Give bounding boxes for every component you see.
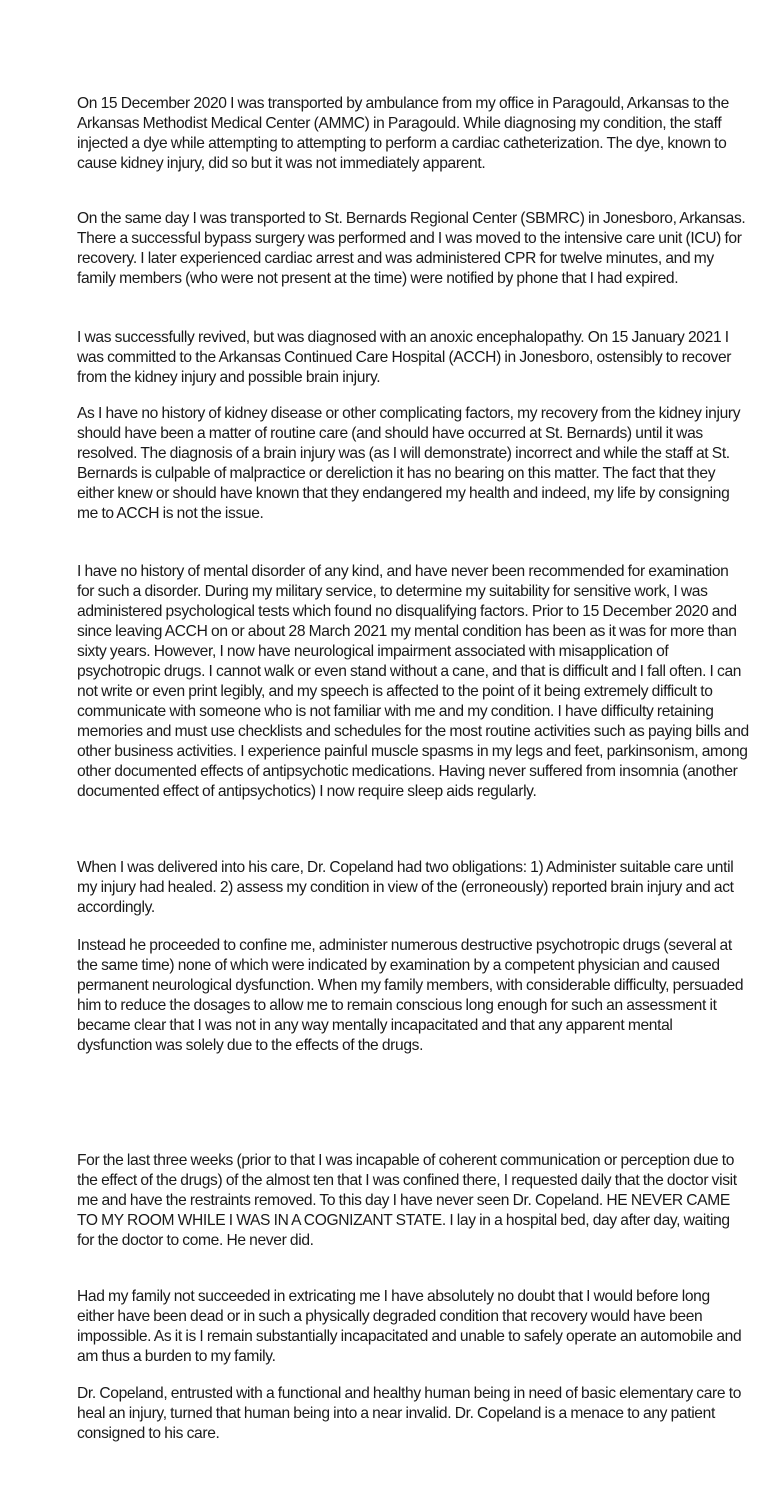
- paragraph-bypass-surgery: On the same day I was transported to St. Bernards Regional Center (SBMRC) in Jonesboro, Arkansas. There a successful bypass surgery was performed and I was moved to the intensive care unit (ICU) for recovery. I later experienced cardiac arrest and was administered CPR for twelve minutes, and my family members (who were not present at the time) were notified by phone that I had expired.: [77, 210, 746, 287]
- paragraph-ambulance-transport: On 15 December 2020 I was transported by ambulance from my office in Paragould, Arkansas to the Arkansas Methodist Medical Center (AMMC) in Paragould. While diagnosing my condition, the staff injected a dye while attempting to attempting to perform a cardiac catheterization. The dye, known to cause kidney injury, did so but it was not immediately apparent.: [77, 95, 729, 172]
- paragraph-mental-history: I have no history of mental disorder of any kind, and have never been recommended for examination for such a disorder. During my military service, to determine my suitability for sensitive work, I was administered psychological tests which found no disqualifying factors. Prior to 15 December 2020 and since leaving ACCH on or about 28 March 2021 my mental condition has been as it was for more than sixty years. However, I now have neurological impairment associated with misapplication of psychotropic drugs. I cannot walk or even stand without a cane, and that is difficult and I fall often. I can not write or even print legibly, and my speech is affected to the point of it being extremely difficult to communicate with someone who is not familiar with me and my condition. I have difficulty retaining memories and must use checklists and schedules for the most routine activities such as paying bills and other business activities. I experience painful muscle spasms in my legs and feet, parkinsonism, among other documented effects of antipsychotic medications. Having never suffered from insomnia (another documented effect of antipsychotics) I now require sleep aids regularly.: [77, 563, 749, 800]
- paragraph-last-three-weeks: For the last three weeks (prior to that I was incapable of coherent communication or perception due to the effect of the drugs) of the almost ten that I was confined there, I requested daily that the doctor visit me and have the restraints removed. To this day I have never seen Dr. Copeland. HE NEVER CAME TO MY ROOM WHILE I WAS IN A COGNIZANT STATE. I lay in a hospital bed, day after day, waiting for the doctor to come. He never did.: [77, 1152, 737, 1249]
- paragraph-conclusion: Dr. Copeland, entrusted with a functional and healthy human being in need of basic elementary care to heal an injury, turned that human being into a near invalid. Dr. Copeland is a menace to any patient consigned to his care.: [77, 1385, 742, 1442]
- paragraph-family-extrication: Had my family not succeeded in extricating me I have absolutely no doubt that I would before long either have been dead or in such a physically degraded condition that recovery would have been impossible. As it is I remain substantially incapacitated and unable to safely operate an automobile and am thus a burden to my family.: [77, 1288, 742, 1365]
- paragraph-kidney-recovery: As I have no history of kidney disease or other complicating factors, my recovery from the kidney injury should have been a matter of routine care (and should have occurred at St. Bernards) until it was resolved. The diagnosis of a brain injury was (as I will demonstrate) incorrect and while the staff at St. Bernards is culpable of malpractice or dereliction it has no bearing on this matter. The fact that they either knew or should have known that they endangered my health and indeed, my life by consigning me to ACCH is not the issue.: [77, 405, 741, 522]
- paragraph-confinement-drugs: Instead he proceeded to confine me, administer numerous destructive psychotropic drugs (several at the same time) none of which were indicated by examination by a competent physician and caused permanent neurological dysfunction. When my family members, with considerable difficulty, persuaded him to reduce the dosages to allow me to remain conscious long enough for such an assessment it became clear that I was not in any way mentally incapacitated and that any apparent mental dysfunction was solely due to the effects of the drugs.: [77, 937, 744, 1054]
- paragraph-acch-commitment: I was successfully revived, but was diagnosed with an anoxic encephalopathy. On 15 January 2021 I was committed to the Arkansas Continued Care Hospital (ACCH) in Jonesboro, ostensibly to recover from the kidney injury and possible brain injury.: [77, 329, 732, 386]
- paragraph-doctor-obligations: When I was delivered into his care, Dr. Copeland had two obligations: 1) Administer suitable care until my injury had healed. 2) assess my condition in view of the (erroneously) reported brain injury and act accordingly.: [77, 859, 734, 916]
